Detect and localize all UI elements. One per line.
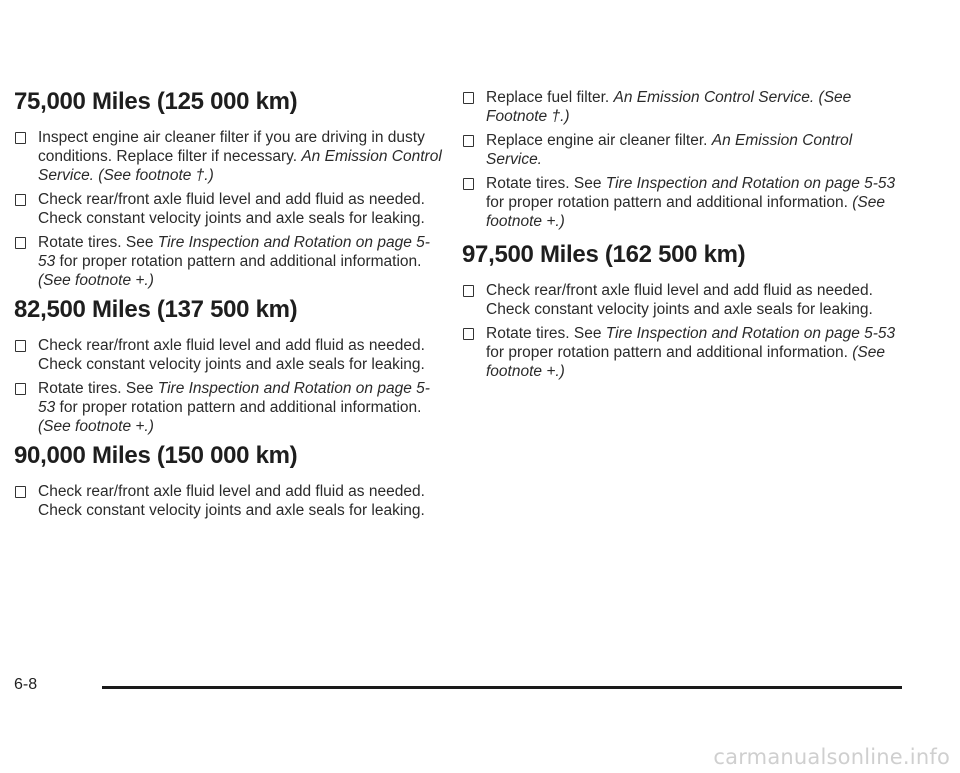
checkbox-icon — [15, 383, 26, 395]
checklist-item: Check rear/front axle fluid level and add fluid as needed. Check constant velocity joints and axle seals for leaking. — [14, 190, 444, 228]
section-90000-miles-continued — [462, 88, 902, 231]
checklist-item: Inspect engine air cleaner filter if you are driving in dusty conditions. Replace filter if necessary. An Emission Control Service. (See footnote †.) — [14, 128, 444, 185]
checklist-item: Replace engine air cleaner filter. An Emission Control Service. — [462, 131, 902, 169]
checklist-item: Rotate tires. See Tire Inspection and Rotation on page 5-53 for proper rotation pattern and additional information. (See footnote +.) — [462, 324, 902, 381]
checkbox-icon — [463, 285, 474, 297]
checkbox-icon — [15, 340, 26, 352]
section-97500-miles — [462, 241, 902, 381]
checklist-item: Rotate tires. See Tire Inspection and Rotation on page 5-53 for proper rotation pattern and additional information. (See footnote +.) — [14, 379, 444, 436]
section-75000-miles — [14, 88, 444, 290]
section-heading: 82,500 Miles (137 500 km) — [14, 296, 298, 323]
checklist-item: Rotate tires. See Tire Inspection and Rotation on page 5-53 for proper rotation pattern and additional information. (See footnote +.) — [14, 233, 444, 290]
checkbox-icon — [463, 92, 474, 104]
left-column — [14, 88, 444, 525]
section-heading: 97,500 Miles (162 500 km) — [462, 241, 746, 268]
cross-reference-link: Tire Inspection and Rotation on page 5-53 — [38, 380, 430, 416]
cross-reference-link: Tire Inspection and Rotation on page 5-53 — [605, 325, 896, 342]
section-heading: 75,000 Miles (125 000 km) — [14, 88, 298, 115]
checkbox-icon — [463, 135, 474, 147]
right-column — [462, 88, 902, 386]
checklist-item: Check rear/front axle fluid level and add fluid as needed. Check constant velocity joints and axle seals for leaking. — [14, 482, 444, 520]
checkbox-icon — [15, 194, 26, 206]
section-82500-miles — [14, 296, 444, 436]
footer-rule — [102, 686, 902, 689]
checklist-item: Check rear/front axle fluid level and add fluid as needed. Check constant velocity joints and axle seals for leaking. — [14, 336, 444, 374]
checkbox-icon — [463, 178, 474, 190]
checkbox-icon — [15, 486, 26, 498]
page-number: 6-8 — [14, 676, 38, 693]
checkbox-icon — [463, 328, 474, 340]
section-heading: 90,000 Miles (150 000 km) — [14, 442, 298, 469]
checkbox-icon — [15, 237, 26, 249]
watermark: carmanualsonline.info — [713, 745, 950, 769]
cross-reference-link: Tire Inspection and Rotation on page 5-53 — [38, 234, 430, 270]
checklist-item: Check rear/front axle fluid level and add fluid as needed. Check constant velocity joints and axle seals for leaking. — [462, 281, 902, 319]
checkbox-icon — [15, 132, 26, 144]
cross-reference-link: Tire Inspection and Rotation on page 5-53 — [605, 175, 896, 192]
checklist-item: Replace fuel filter. An Emission Control Service. (See Footnote †.) — [462, 88, 902, 126]
section-90000-miles — [14, 442, 444, 520]
checklist-item: Rotate tires. See Tire Inspection and Rotation on page 5-53 for proper rotation pattern and additional information. (See footnote +.) — [462, 174, 902, 231]
